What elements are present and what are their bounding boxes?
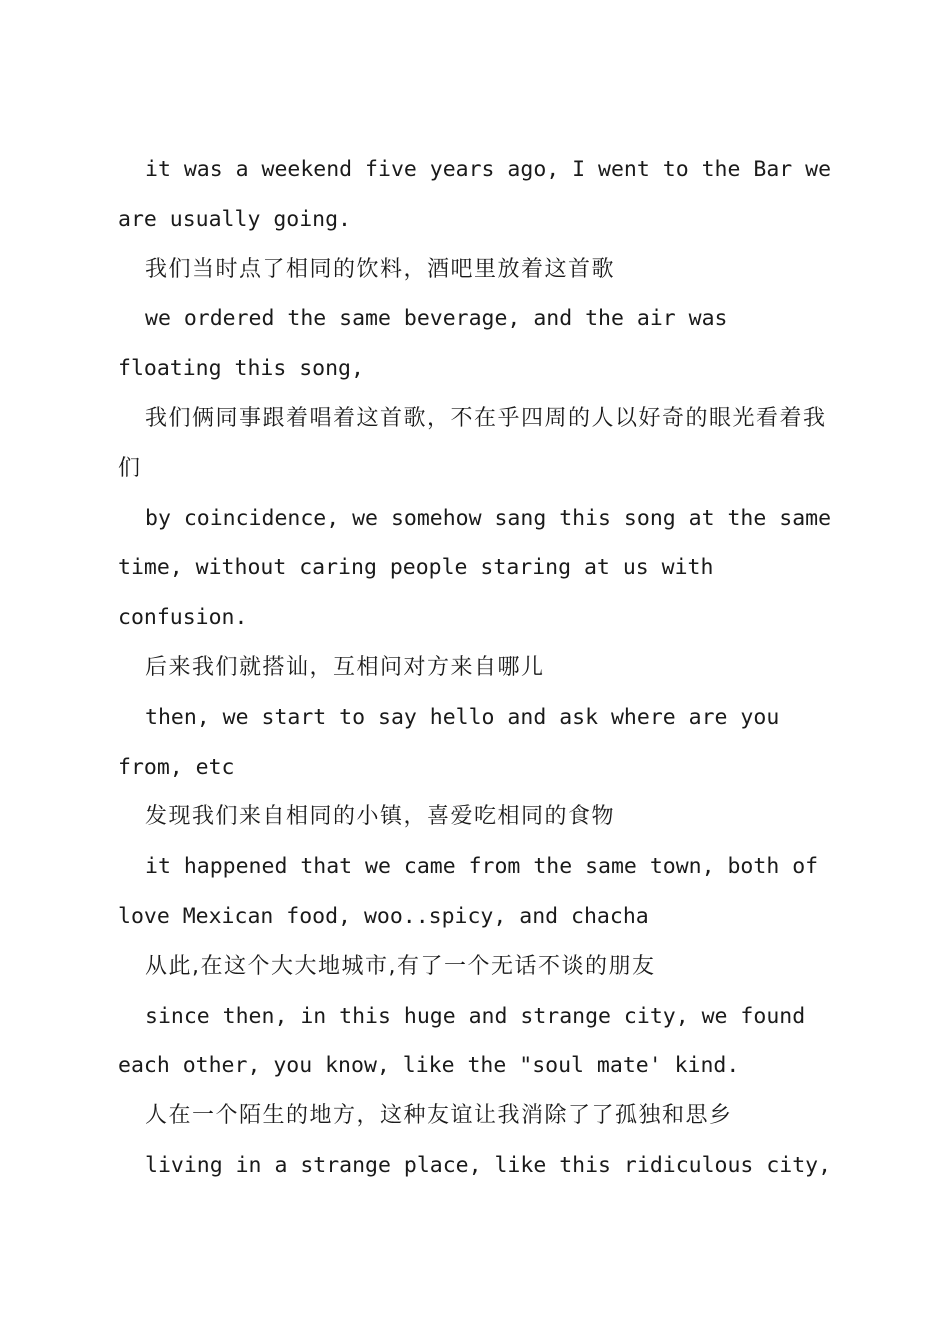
paragraph-zh: 人在一个陌生的地方，这种友谊让我消除了了孤独和思乡 xyxy=(145,1103,733,1129)
paragraph-en: living in a strange place, like this ridiculous city, xyxy=(145,1152,832,1178)
paragraph-en: it happened that we came from the same town, both of love Mexican food, woo..spicy, and chacha xyxy=(118,854,819,929)
paragraph-zh: 我们俩同事跟着唱着这首歌，不在乎四周的人以好奇的眼光看着我们 xyxy=(118,405,827,481)
paragraph-en: since then, in this huge and strange city, we found each other, you know, like the "soul mate' kind. xyxy=(118,1003,806,1079)
paragraph-en: it was a weekend five years ago, I went to the Bar we are usually going. xyxy=(118,157,832,232)
paragraph-zh: 从此,在这个大大地城市,有了一个无话不谈的朋友 xyxy=(145,953,656,979)
paragraph-en: we ordered the same beverage, and the air was floating this song, xyxy=(118,306,728,382)
paragraph-zh: 发现我们来自相同的小镇，喜爱吃相同的食物 xyxy=(145,804,616,830)
paragraph-zh: 后来我们就搭讪，互相问对方来自哪儿 xyxy=(145,654,545,680)
paragraph-en: then, we start to say hello and ask where are you from, etc xyxy=(118,704,780,780)
paragraph-zh: 我们当时点了相同的饮料，酒吧里放着这首歌 xyxy=(145,256,616,282)
paragraph-en: by coincidence, we somehow sang this song at the same time, without caring people staring at us with confusion. xyxy=(118,505,832,631)
document-body xyxy=(118,145,838,1191)
